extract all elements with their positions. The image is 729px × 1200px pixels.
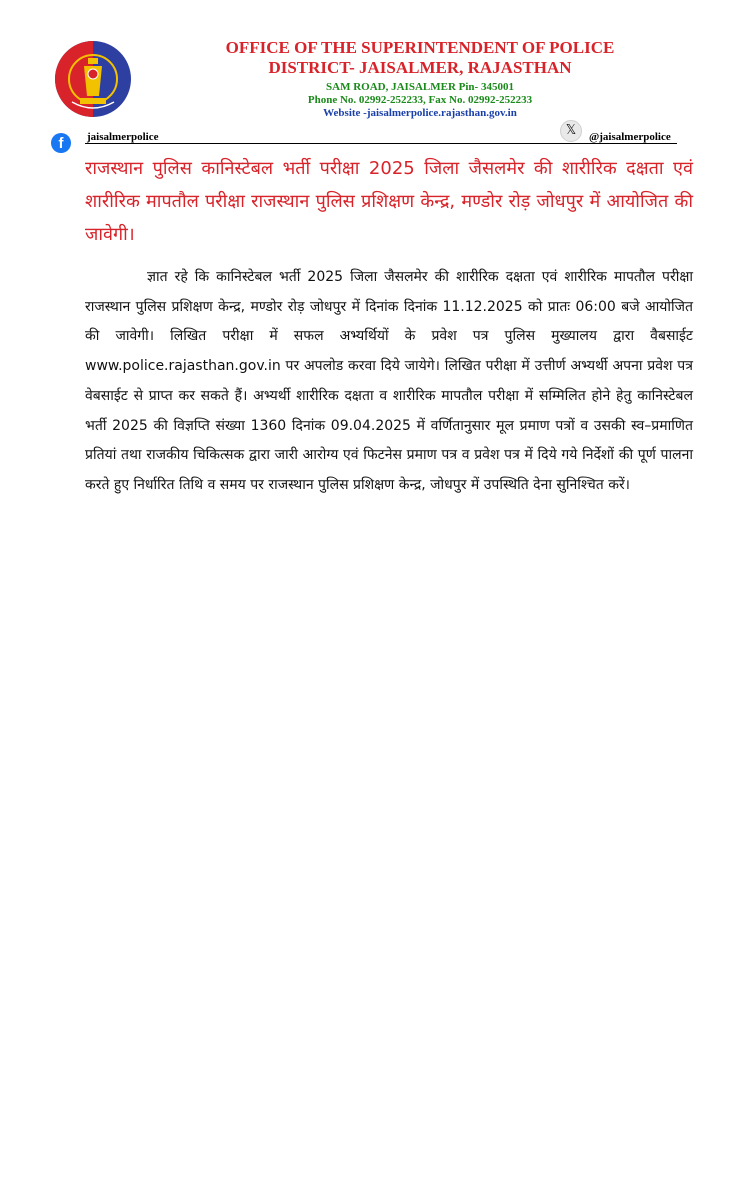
office-title: OFFICE OF THE SUPERINTENDENT OF POLICE: [225, 38, 615, 57]
district-title: DISTRICT- JAISALMER, RAJASTHAN: [268, 58, 572, 77]
facebook-handle[interactable]: jaisalmerpolice: [87, 131, 159, 143]
notice-body: ज्ञात रहे कि कानिस्टेबल भर्ती 2025 जिला जैसलमेर की शारीरिक दक्षता एवं शारीरिक मापतौल परीक्षा राजस्थान पुलिस प्रशिक्षण केन्द्र, मण्डोर रोड़ जोधपुर में दिनांक दिनांक 11.12.2025 को प्रातः 06:00 बजे आयोजित की जावेगी। लिखित परीक्षा में सफल अभ्यर्थियों के प्रवेश पत्र पुलिस मुख्यालय द्वारा वैबसाईट www.police.rajasthan.gov.in पर अपलोड करवा दिये जायेगे। लिखित परीक्षा में उत्तीर्ण अभ्यर्थी अपना प्रवेश पत्र वेबसाईट से प्राप्त कर सकते हैं। अभ्यर्थी शारीरिक दक्षता व शारीरिक मापतौल परीक्षा में सम्मिलित होने हेतु कानिस्टेबल भर्ती 2025 की विज्ञप्ति संख्या 1360 दिनांक 09.04.2025 में वर्णितानुसार मूल प्रमाण पत्रों व उसकी स्व–प्रमाणित प्रतियां तथा राजकीय चिकित्सक द्वारा जारी आरोग्य एवं फिटनेस प्रमाण पत्र व प्रवेश पत्र में दिये गये निर्देशों की पूर्ण पालना करते हुए निर्धारित तिथि व समय पर राजस्थान पुलिस प्रशिक्षण केन्द्र, जोधपुर में उपस्थिति देना सुनिश्चित करें।: [85, 269, 693, 493]
phone-line: Phone No. 02992-252233, Fax No. 02992-252233: [307, 94, 533, 106]
social-divider: [85, 143, 677, 144]
address-line: SAM ROAD, JAISALMER Pin- 345001: [326, 81, 514, 93]
x-icon[interactable]: 𝕏: [560, 120, 582, 142]
facebook-icon[interactable]: f: [51, 133, 71, 153]
rajasthan-police-logo: [54, 40, 132, 118]
x-handle[interactable]: @jaisalmerpolice: [589, 131, 671, 143]
notice-headline: राजस्थान पुलिस कानिस्टेबल भर्ती परीक्षा 2025 जिला जैसलमेर की शारीरिक दक्षता एवं शारीरिक मापतौल परीक्षा राजस्थान पुलिस प्रशिक्षण केन्द्र, मण्डोर रोड़ जोधपुर में आयोजित की जावेगी।: [85, 158, 693, 245]
website-link[interactable]: Website -jaisalmerpolice.rajasthan.gov.in: [323, 107, 517, 119]
